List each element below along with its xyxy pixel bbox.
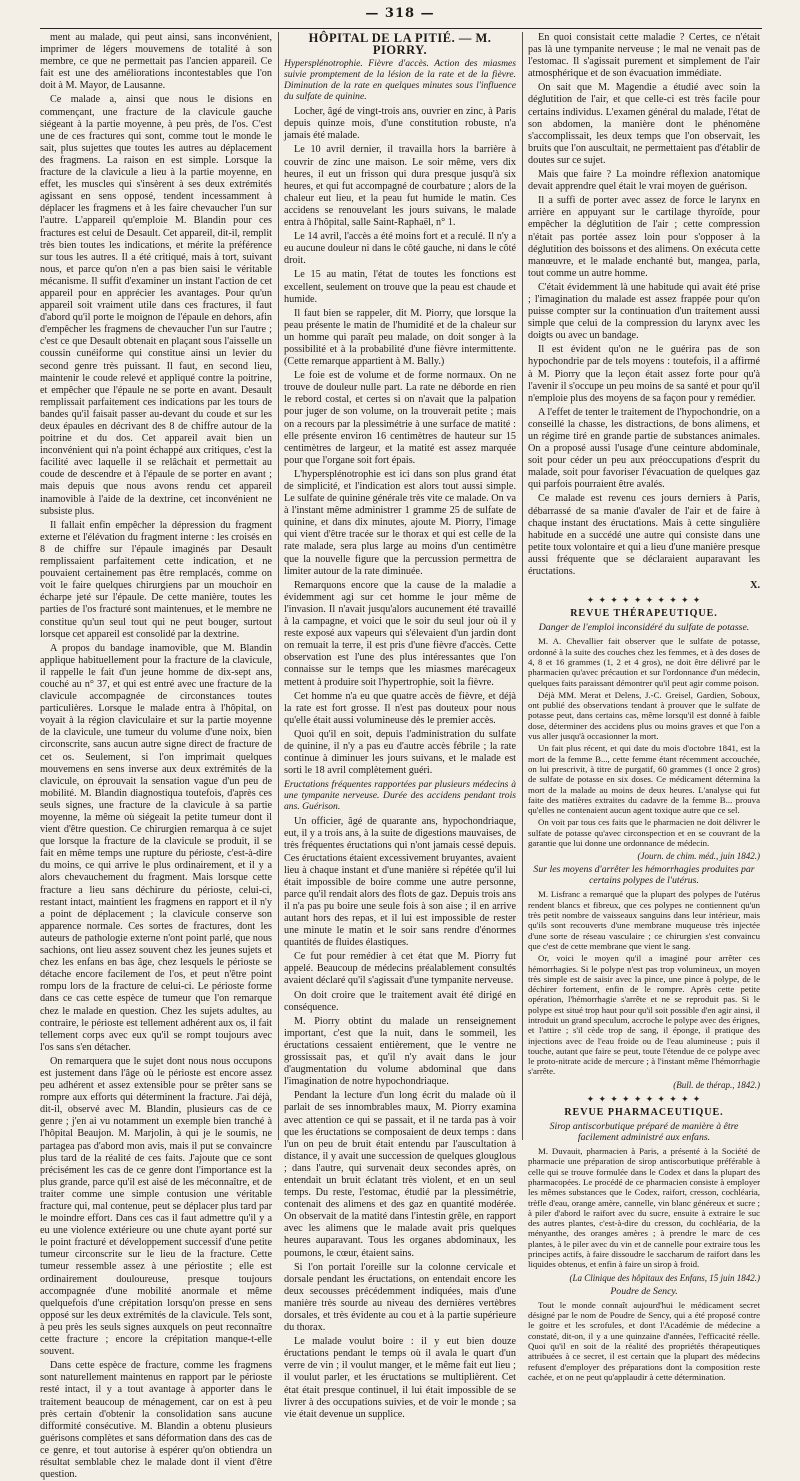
column-right <box>528 32 760 1382</box>
article-title: HÔPITAL DE LA PITIÉ. — M. PIORRY. <box>308 31 492 58</box>
paragraph: Il fallait enfin empêcher la dépression du fragment externe et l'élévation du fragment interne : les croisés en 8 de chiffre sur l'épaule imaginés par Desault remplissaient parfaitement cette indication, et ne pouvaient certainement pas être remplacés, comme on voit le faire quelques chirurgiens par un mouchoir en écharpe jeté sur l'épaule. De cette manière, toutes les parties de l'os fracturé sont maintenues, et le membre ne constitue qu'un seul tout qui ne peut bouger, surtout lorsque cet appareil est consolidé par la dextrine. <box>40 519 272 640</box>
paragraph: Un fait plus récent, et qui date du mois d'octobre 1841, est la mort de la femme B..., cette femme étant récemment accouchée, on lui prescrivit, à titre de purgatif, 60 grammes (1 once 2 gros) de sulfate de potasse en six doses. Ce médicament détermina la mort de la malade au moins de deux heures. L'analyse qui fut faite des matières extraites du cadavre de la femme B... prouva qu'elles ne contenaient aucun agent toxique autre que ce sel. <box>528 743 760 816</box>
paragraph: M. A. Chevallier fait observer que le sulfate de potasse, ordonné à la suite des couches chez les femmes, et à des doses de 4, 8 et 16 grammes (1, 2 et 4 gros), ne doit être délivré par le pharmacien qu'avec précaution et sur l'ordonnance d'un médecin, quelques faits paraissant démontrer qu'il peut agir comme poison. <box>528 636 760 688</box>
article-subtitle: Hypersplénotrophie. Fièvre d'accès. Action des miasmes suivie promptement de la lésion de la rate et de la fièvre. Diminution de la rate en quelques minutes sous l'influence du sulfate de quinine. <box>284 58 516 103</box>
source-citation: (Journ. de chim. méd., juin 1842.) <box>637 851 760 862</box>
paragraph: ment au malade, qui peut ainsi, sans inconvénient, imprimer de légers mouvemens de totalité à son membre, ce que ne permettait pas l'ancien appareil. Ce fait est une des améliorations incontestables que l'on doit à M. Mayor, de Lausanne. <box>40 32 272 92</box>
source-citation: (La Clinique des hôpitaux des Enfans, 15 juin 1842.) <box>569 1272 760 1283</box>
paragraph: Le 10 avril dernier, il travailla hors la barrière à couvrir de zinc une maison. Le soir même, vers dix heures, il eut un frisson qui dura presque jusqu'à six heures, et qui fut accompagné de courbature ; alors de la chaleur eut lieu, et la peau fut humide le matin. Ces accidens se renouvelant les jours suivans, le malade entra à l'hôpital, salle Saint-Raphaël, n° 1. <box>284 144 516 229</box>
paragraph: Dans cette espèce de fracture, comme les fragmens sont naturellement maintenus en rapport par le périoste resté intact, il y a tout avantage à apporter dans le traitement beaucoup de ménagement, car on est à peu près certain d'obtenir la consolidation sans aucune difformité consécutive. M. Blandin a obtenu plusieurs guérisons complètes et sans déformation dans des cas de ce genre, et tout autorise à espérer qu'on obtiendra un résultat semblable chez le malade dont il vient d'être question. <box>40 1360 272 1481</box>
paragraph: Ce fut pour remédier à cet état que M. Piorry fut appelé. Beaucoup de médecins préalablement consultés avaient déclaré qu'il s'agissait d'une tympanite nerveuse. <box>284 951 516 987</box>
paragraph: Pendant la lecture d'un long écrit du malade où il parlait de ses innombrables maux, M. Piorry examina avec attention ce qui se passait, et il ne tarda pas à voir que les éructations se composaient de deux temps : dans l'un on peu de bruit était entendu par l'auscultation à distance, il y avait une succession de quelques glouglous ; dans l'autre, qui survenait deux secondes après, on entendait un bruit éclatant très violent, et en un seul temps. Du reste, l'estomac, étudié par la plessimétrie, contenait des alimens et des gaz en quantité modérée. On observait de la matité dans l'intestin grêle, en rapport avec les alimens que le malade avait pris quelques heures auparavant. Tous les organes abdominaux, les poumons, le cœur, étaient sains. <box>284 1090 516 1259</box>
column-divider <box>278 32 279 1140</box>
paragraph: Tout le monde connaît aujourd'hui le médicament secret désigné par le nom de Poudre de Sency, qui a été proposé contre le goitre et les scrofules, et dont l'Académie de médecine a constaté, dit-on, il y a une quinzaine d'années, l'efficacité réelle. Quoi qu'il en soit de la réalité des propriétés thérapeutiques attribuées à ce secret, il est certain que la plupart des médecins refusent d'employer des préparations dont la composition reste cachée, et on ne peut qu'applaudir à cette détermination. <box>528 1299 760 1382</box>
paragraph: On sait que M. Magendie a étudié avec soin la déglutition de l'air, et que celle-ci est très facile pour certains individus. L'examen général du malade, l'état de son abdomen, la manière dont le phénomène s'accomplissait, les deux temps que l'on observait, les bruits que l'on auscultait, ne permettaient pas d'établir de doutes sur ce sujet. <box>528 82 760 166</box>
paragraph: M. Lisfranc a remarqué que la plupart des polypes de l'utérus rendent blancs et fibreux, que ces polypes ne contiennent qu'un très petit nombre de vaisseaux sanguins dans leur intérieur, mais qu'ils sont recouverts d'une membrane muqueuse très injectée d'une sorte de réseau vasculaire ; ce chirurgien s'est convaincu que c'est de cette membrane que vient le sang. <box>528 889 760 951</box>
section-title-pharmaceutique: REVUE PHARMACEUTIQUE. <box>564 1106 724 1118</box>
paragraph: Il a suffi de porter avec assez de force le larynx en arrière en appuyant sur le cartilage thyroïde, pour empêcher la déglutition de l'air ; cette compression n'était pas portée assez loin pour s'opposer à la déglutition des boissons et des alimens. On exécuta cette manœuvre, et le malade enchanté but, mangea, parla, tout comme un autre homme. <box>528 195 760 279</box>
paragraph: Ce malade est revenu ces jours derniers à Paris, débarrassé de sa manie d'avaler de l'air et de faire à chaque instant des éructations. Mais à cette singulière habitude en a succédé une autre qui consiste dans une petite toux volontaire et qui a lieu d'une manière presque aussi fréquente que se déclaraient auparavant les éructations. <box>528 493 760 578</box>
article-title: Danger de l'emploi inconsidéré du sulfate de potasse. <box>538 622 750 634</box>
paragraph: L'hypersplénotrophie est ici dans son plus grand état de simplicité, et l'indication est alors tout aussi simple. Le sulfate de quinine générale très vite ce malade. On va à l'instant même administrer 1 gramme 25 de sulfate de quinine, et dans dix minutes, ajoute M. Piorry, l'image qui vient d'être tracée sur le thorax et qui est celle de la rate malade, sera plus large au moins d'un centimètre que la nouvelle figure que la percussion permettra de limiter autour de la rate diminuée. <box>284 468 516 577</box>
paragraph: Il faut bien se rappeler, dit M. Piorry, que lorsque la peau présente le matin de l'humidité et de la chaleur sur un homme qui paraît peu malade, on doit songer à la possibilité et à la probabilité d'une fièvre intermittente. (Cette remarque appartient à M. Bally.) <box>284 307 516 368</box>
case-subtitle: Eructations fréquentes rapportées par plusieurs médecins à une tympanite nerveuse. Durée des accidens pendant trois ans. Guérison. <box>284 779 516 813</box>
paragraph: Or, voici le moyen qu'il a imaginé pour arrêter ces hémorrhagies. Si le polype n'est pas trop volumineux, un moyen très simple est de saisir avec la pince, une pince à polype, de le déchirer fortement, enfin de le rompre. Après cette petite opération, l'hémorrhagie s'arrête et ne se reproduit pas. Si le polype est situé trop haut pour qu'il soit possible d'en agir ainsi, il introduit un grand speculum, accroche le polype avec des érignes, et l'attire ; s'il cède trop de sang, il éponge, il pratique des injections avec de l'eau froide ou de l'eau alumineuse ; puis il touche, autant que faire se peut, toute l'étendue de ce polype avec le proto-nitrate acide de mercure ; à l'instant même l'hémorrhagie s'arrête. <box>528 953 760 1077</box>
article-title: Poudre de Sency. <box>610 1285 678 1297</box>
paragraph: Il est évident qu'on ne le guérira pas de son hypochondrie par de tels moyens : toutefois, il a affirmé à M. Piorry que la leçon était assez forte pour qu'à l'avenir il s'occupe un peu moins de sa santé et pour qu'il n'emploie plus des moyens de sa façon pour y remédier. <box>528 344 760 404</box>
paragraph: Ce malade a, ainsi que nous le disions en commençant, une fracture de la clavicule gauche siégeant à la partie moyenne, à peu près, de l'os. C'est une de ces fractures qui sont, comme tout le monde le sait, plus sujettes que toutes les autres au déplacement des fragmens. La raison en est simple. Lorsque la fracture de la clavicule a lieu à la partie moyenne, en effet, les muscles qui s'insèrent à ses deux extrémités agissant en sens opposé, tendent incessamment à déplacer les fragmens et à les faire chevaucher l'un sur l'autre. L'appareil qu'emploie M. Blandin pour ces fractures est celui de Desault. Cet appareil, dit-il, remplit très bien toutes les indications, et mérite la préférence sur tous les autres. Il a été critiqué, mais à tort, suivant nous, et parce qu'on n'en a pas bien saisi le véritable mécanisme. Il suffit d'examiner un instant l'action de cet appareil pour en apprécier les avantages. Pour qu'un appareil soit vraiment utile dans ces fractures, il faut d'abord qu'il porte le moignon de l'épaule en dehors, afin d'empêcher les fragmens de chevaucher l'un sur l'autre ; c'est ce que Desault obtenait en plaçant sous l'aisselle un coussin cunéiforme qui constitue ainsi un levier du second genre très puissant. Il faut, en second lieu, maintenir le coude relevé et appliqué contre la poitrine, et empêcher que l'épaule ne se porte en avant. Desault remplissait parfaitement ces indications par les tours de bandes qu'il faisait passer au-devant du coude et sur les deux épaules en décrivant des 8 de chiffre autour de la poitrine et du dos. Cet appareil avait bien un inconvénient qui n'a point échappé aux critiques, c'est la facilité avec laquelle il se relâchait et permettait au coude de descendre et à l'épaule de se porter en avant ; mais depuis que nous avons rendu cet appareil inamovible à l'aide de la dextrine, cet inconvénient ne subsiste plus. <box>40 94 272 517</box>
header-rule <box>40 28 762 29</box>
column-divider <box>522 32 523 1140</box>
paragraph: A l'effet de tenter le traitement de l'hypochondrie, on a conseillé la chasse, les distractions, de bons alimens, et un régime tiré en grande partie de substances animales. On a proposé aussi l'usage d'une ceinture abdominale, soit pour céder un peu aux préoccupations d'esprit du malade, soit pour favoriser l'évacuation de quelques gaz qui parfois pourraient être avalés. <box>528 406 760 491</box>
ornament-divider: ✦ ✦ ✦ ✦ ✦ ✦ ✦ ✦ ✦ ✦ <box>586 595 702 606</box>
paragraph: Un officier, âgé de quarante ans, hypochondriaque, eut, il y a trois ans, à la suite de digestions mauvaises, de très fréquentes éructations qui n'ont jamais cessé depuis. Ces éructations étaient excessivement bruyantes, avaient lieu à chaque instant et d'une manière si répétée qu'il lui était impossible de boire comme une autre personne, parce qu'il rendait alors des flots de gaz. Depuis trois ans il n'a pas pu boire une seule fois à son aise ; il en arrive autant hors des repas, et il lui est impossible de rester une minute le matin et le soir sans rendre d'énormes quantités de fluides élastiques. <box>284 816 516 949</box>
paragraph: En quoi consistait cette maladie ? Certes, ce n'était pas là une tympanite nerveuse ; le mal ne venait pas de l'estomac. Il s'agissait purement et simplement de l'air atmosphérique et de son évacuation immédiate. <box>528 32 760 80</box>
paragraph: Cet homme n'a eu que quatre accès de fièvre, et déjà la rate est fort grosse. Il n'est pas douteux pour nous qu'elle était aussi volumineuse dès le premier accès. <box>284 690 516 726</box>
paragraph: M. Duvauit, pharmacien à Paris, a présenté à la Société de pharmacie une préparation de sirop antiscorbutique préférable à celle qui se trouve formulée dans le Codex et dans la plupart des pharmacopées. Le procédé de ce pharmacien consiste à employer les mêmes substances que le Codex, raifort, cresson, cochléaria, trèfle d'eau, orange amère, cannelle, vin blanc généreux et sucre ; à piler d'abord le raifort avec du sucre, ensuite à extraire le suc des autres plantes, c'est-à-dire du cresson, du cochléaria, de la ményanthe, des oranges amères ; à prendre le marc de ces plantes, à le piler avec du vin et de cannelle pour extraire tous les principes actifs, à faire dissoudre le saccharum de raifort dans les liquides obtenus, et enfin à faire un sirop à froid. <box>528 1146 760 1270</box>
paragraph: On voit par tous ces faits que le pharmacien ne doit délivrer le sulfate de potasse qu'avec circonspection et en se couvrant de la garantie que lui donne une ordonnance de médecin. <box>528 817 760 849</box>
paragraph: C'était évidemment là une habitude qui avait été prise ; l'imagination du malade est assez frappée pour qu'on puisse compter sur la continuation d'un traitement aussi simple que celui de la compression du larynx avec les doigts ou avec un bandage. <box>528 281 760 342</box>
author-signature: X. <box>750 580 760 592</box>
paragraph: Le malade voulut boire : il y eut bien douze éructations pendant le temps où il avala le quart d'un verre de vin ; il voulut manger, et le même fait eut lieu ; il voulut parler, et les éructations se multiplièrent. Cet état était presque continuel, il lui était impossible de se livrer à des occupations suivies, et de voir le monde ; sa vie était devenue un supplice. <box>284 1336 516 1420</box>
paragraph: On remarquera que le sujet dont nous nous occupons est justement dans l'âge où le périoste est encore assez peu adhérent et assez extensible pour se prêter sans se rompre aux efforts qui déterminent la fracture. J'ai déjà, dit-il, observé avec M. Blandin, plusieurs cas de ce genre ; j'en ai vu notamment un exemple bien tranché à l'hôpital Beaujon. M. Marjolin, à qui je le soumis, ne partagea pas d'abord mon avis, mais il put se convaincre plus tard de la réalité de ces faits. J'ajoute que ce sont précisément les cas de ce genre dont l'importance est la plus grande, parce qu'il est aisé de les méconnaître, et de traiter comme une simple contusion une véritable fracture qui, mal contenue, peut se déplacer plus tard par le moindre effort. Dans ces cas il faut admettre qu'il y a eu une violence extérieure ou une chute ayant porté sur le point fracturé et développement successif d'une petite tumeur circonscrite sur le lieu de la fracture. Cette tumeur ressemble assez à une périostite ; elle est ordinairement douloureuse, presque toujours accompagnée d'une mobilité anormale et même quelquefois d'une crépitation lorsqu'on presse en sens opposé sur les deux extrémités de la clavicule. Tels sont, à peu près les seuls signes auxquels on peut reconnaître cette fracture ; encore la crépitation manque-t-elle souvent. <box>40 1055 272 1358</box>
paragraph: Locher, âgé de vingt-trois ans, ouvrier en zinc, à Paris depuis quinze mois, d'une constitution robuste, n'a jamais été malade. <box>284 106 516 142</box>
paragraph: Remarquons encore que la cause de la maladie a évidemment agi sur cet homme le jour même de l'invasion. Il n'avait jusqu'alors aucunement été travaillé à la campagne, et voici que le soir du seul jour où il y reste exposé aux vapeurs qui s'élevaient d'un jardin dont on remuait la terre, il est pris d'une fièvre d'accès. Cette observation est l'une des plus intéressantes que l'on connaisse sur le temps que les miasmes marécageux mettent à produire soit l'hypertrophie, soit la fièvre. <box>284 579 516 688</box>
ornament-divider: ✦ ✦ ✦ ✦ ✦ ✦ ✦ ✦ ✦ ✦ <box>586 1093 702 1104</box>
paragraph: Le foie est de volume et de forme normaux. On ne trouve de douleur nulle part. La rate ne déborde en rien le rebord costal, et certes si on n'avait que la palpation pour juger de son volume, on la trouverait petite ; mais on a recours par la plessimétrie à une surface de matité : elle présente environ 16 centimètres de hauteur sur 15 centimètres de largeur, et la matité est assez marquée pour que l'organe soit fort épais. <box>284 370 516 466</box>
section-title-therapeutique: REVUE THÉRAPEUTIQUE. <box>570 608 718 620</box>
paragraph: A propos du bandage inamovible, que M. Blandin applique habituellement pour la fracture de la clavicule, il rappelle le fait d'un jeune homme de dix-sept ans, couché au n° 37, et qui est entré avec une fracture de la clavicule accompagnée de circonstances toutes particulières. Lorsque le malade entra à l'hôpital, on voyait à la région claviculaire et sur la partie moyenne de la clavicule, une tumeur du volume d'une noix, bien circonscrite, sans aucun autre signe direct de fracture de cet os. Seulement, si l'on imprimait quelques mouvemens en sens inverse aux deux extrémités de la clavicule, on éprouvait la sensation vague d'un peu de mobilité. M. Blandin diagnostiqua toutefois, d'après ces seuls signes, une fracture de la clavicule à sa partie moyenne, la même où siégeait la petite tumeur dont il vient d'être question. Ce chirurgien remarqua à ce sujet que lorsque la fracture de la clavicule se produit, il se fait en même temps une rupture du périoste, c'est-à-dire du moins, ce qui arrive le plus ordinairement, et il y a alors chevauchement du fragment. Mais lorsque cette fracture a lieu sans déchirure du périoste, celui-ci, restant intact, maintient les fragmens en rapport et il n'y a point de déplacement ; la clavicule conserve son apparence normale. Ces sortes de fractures, dont les auteurs de pathologie externe n'ont point parlé, que nous sachions, ont lieu assez souvent chez les jeunes sujets et chez les enfans en bas âge, chez lesquels le périoste se détache encore facilement de l'os, et peut n'être point rompu lors de la fracture de celui-ci. Le périoste forme dans ce cas cette espèce de tumeur que l'on remarque chez le malade en question. Chez les sujets adultes, au contraire, le périoste est tellement adhérent aux os, il fait tellement corps avec eux qu'il se rompt toujours avec l'os sans s'en détacher. <box>40 642 272 1053</box>
paragraph: Si l'on portait l'oreille sur la colonne cervicale et dorsale pendant les éructations, on entendait encore les deux secousses précédemment indiquées, mais d'une manière très sourde au niveau des dernières vertèbres dorsales, et très évidente au cou et à la partie supérieure du thorax. <box>284 1261 516 1334</box>
source-citation: (Bull. de thérap., 1842.) <box>673 1079 760 1090</box>
article-title: Sirop antiscorbutique préparé de manière à être facilement administré aux enfans. <box>549 1121 739 1144</box>
paragraph: Quoi qu'il en soit, depuis l'administration du sulfate de quinine, il n'y a pas eu d'autre accès fébrile ; la rate continue à diminuer les jours suivans, et le malade est sorti le 18 avril complètement guéri. <box>284 728 516 777</box>
column-middle <box>284 31 516 1420</box>
paragraph: Déjà MM. Merat et Delens, J.-C. Greisel, Gardien, Soboux, ont publié des observations tendant à prouver que le sulfate de potasse peut, dans certains cas, même lorsqu'il est donné à faible dose, déterminer des accidens plus ou moins graves et que l'on a vus aller jusqu'à occasionner la mort. <box>528 689 760 742</box>
paragraph: On doit croire que le traitement avait été dirigé en conséquence. <box>284 989 516 1013</box>
article-title: Sur les moyens d'arrêter les hémorrhagies produites par certains polypes de l'utérus. <box>533 864 755 887</box>
page-number: — 318 — <box>365 6 435 21</box>
paragraph: M. Piorry obtint du malade un renseignement important, c'est que la nuit, dans le sommeil, les éructations cessaient entièrement, que le ventre ne grossissait pas, et qu'il n'y avait dans le jour d'augmentation du volume abdominal que dans l'imagination de notre hypochondriaque. <box>284 1015 516 1088</box>
paragraph: Mais que faire ? La moindre réflexion anatomique devait apprendre quel était le vrai moyen de guérison. <box>528 169 760 193</box>
paragraph: Le 14 avril, l'accès a été moins fort et a reculé. Il n'y a eu aucune douleur ni dans le côté gauche, ni dans le côté droit. <box>284 231 516 267</box>
column-left <box>40 32 272 1481</box>
paragraph: Le 15 au matin, l'état de toutes les fonctions est excellent, seulement on trouve que la peau est chaude et humide. <box>284 269 516 305</box>
